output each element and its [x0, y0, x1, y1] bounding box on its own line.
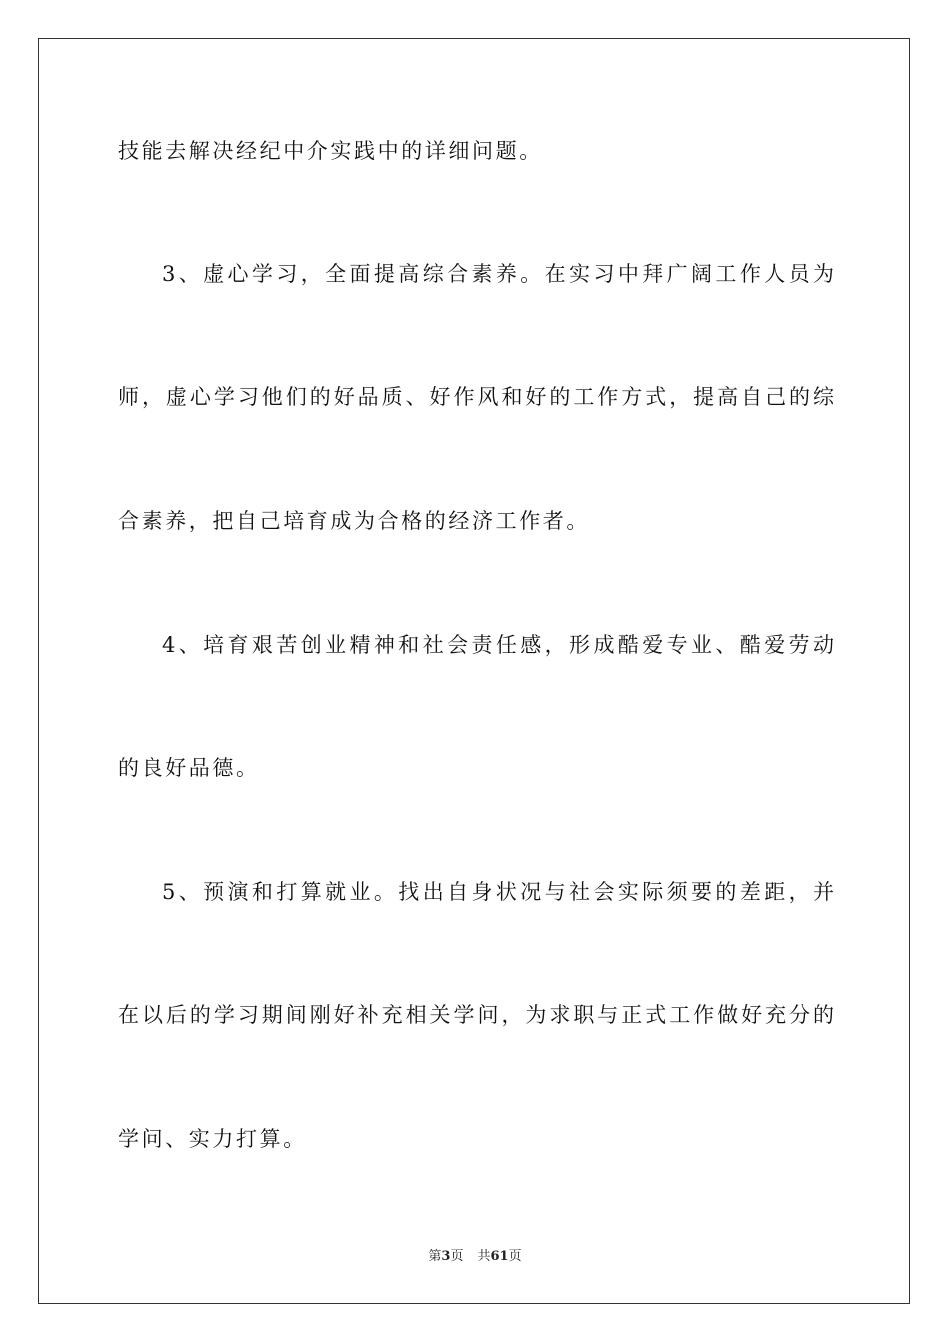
- paragraph-line-6: 的良好品德。: [118, 756, 260, 780]
- page-border: [38, 38, 910, 1304]
- total-page-number: 61: [490, 1249, 509, 1264]
- paragraph-line-5: 4、培育艰苦创业精神和社会责任感，形成酷爱专业、酷爱劳动: [162, 633, 834, 657]
- paragraph-line-3: 师，虚心学习他们的好品质、好作风和好的工作方式，提高自己的综: [118, 385, 834, 409]
- paragraph-line-7: 5、预演和打算就业。找出自身状况与社会实际须要的差距，并: [162, 880, 834, 904]
- total-prefix: 共: [477, 1249, 491, 1264]
- page-suffix: 页: [450, 1249, 464, 1264]
- current-page-number: 3: [441, 1249, 451, 1264]
- page-prefix: 第: [428, 1249, 442, 1264]
- total-suffix: 页: [508, 1249, 522, 1264]
- paragraph-line-2: 3、虚心学习，全面提高综合素养。在实习中拜广阔工作人员为: [162, 262, 834, 286]
- paragraph-line-8: 在以后的学习期间刚好补充相关学问，为求职与正式工作做好充分的: [118, 1003, 834, 1027]
- page-footer: [0, 1248, 950, 1266]
- paragraph-line-9: 学问、实力打算。: [118, 1127, 307, 1151]
- paragraph-line-4: 合素养，把自己培育成为合格的经济工作者。: [118, 509, 590, 533]
- paragraph-line-1: 技能去解决经纪中介实践中的详细问题。: [118, 139, 543, 163]
